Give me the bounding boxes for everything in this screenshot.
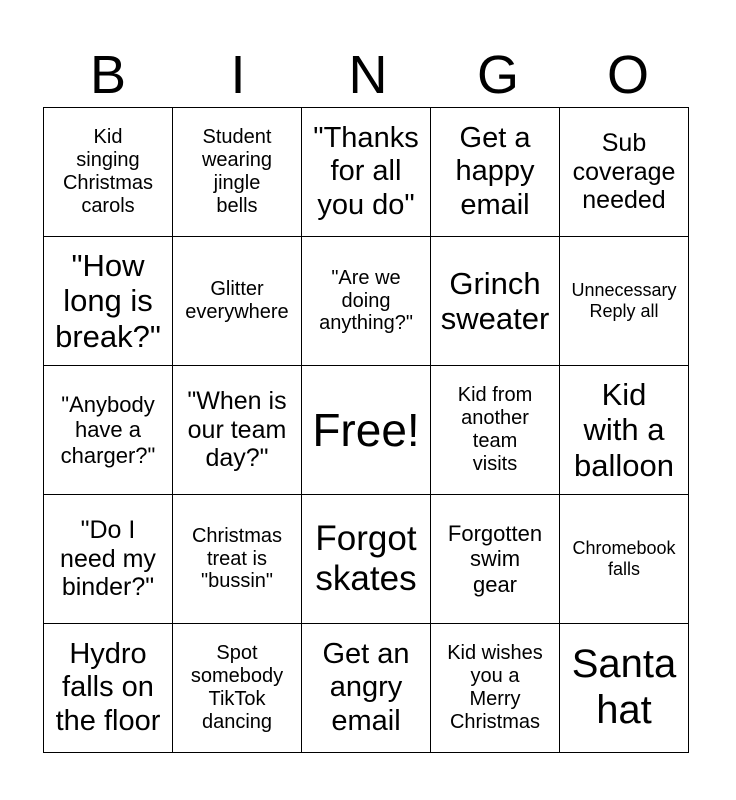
bingo-cell[interactable] <box>560 495 689 624</box>
bingo-cell[interactable] <box>560 624 689 753</box>
bingo-cell[interactable] <box>560 108 689 237</box>
cell-text: "Do I need my binder?" <box>60 516 156 602</box>
header-letter-i: I <box>230 45 246 105</box>
bingo-cell[interactable] <box>560 366 689 495</box>
cell-text: "When is our team day?" <box>187 387 287 473</box>
header-letter-b: B <box>89 45 127 105</box>
header-letter-g: G <box>476 45 519 105</box>
cell-text: Sub coverage needed <box>572 129 676 215</box>
cell-text: Forgot skates <box>315 519 417 598</box>
bingo-cell[interactable] <box>560 237 689 366</box>
cell-text: Spot somebody TikTok dancing <box>190 642 284 733</box>
bingo-cell[interactable] <box>44 108 173 237</box>
bingo-cell[interactable] <box>173 495 302 624</box>
bingo-cell[interactable] <box>44 624 173 753</box>
cell-text: Christmas treat is "bussin" <box>191 524 282 593</box>
header-letter-o: O <box>606 45 649 105</box>
cell-text: Santa hat <box>571 642 677 732</box>
bingo-cell[interactable] <box>431 108 560 237</box>
cell-text: "How long is break?" <box>55 248 161 354</box>
bingo-header <box>43 46 693 104</box>
cell-text: "Are we doing anything?" <box>319 266 413 335</box>
bingo-cell[interactable] <box>302 624 431 753</box>
cell-text: Glitter everywhere <box>185 278 289 323</box>
bingo-card-grid <box>43 107 689 753</box>
bingo-cell[interactable] <box>431 624 560 753</box>
bingo-cell[interactable] <box>431 366 560 495</box>
bingo-cell[interactable] <box>44 495 173 624</box>
bingo-cell[interactable] <box>302 495 431 624</box>
bingo-cell[interactable] <box>173 624 302 753</box>
cell-text: Get an angry email <box>322 638 410 737</box>
cell-text: Chromebook falls <box>572 538 676 579</box>
bingo-cell[interactable] <box>173 237 302 366</box>
cell-text: Kid with a balloon <box>574 377 674 483</box>
header-letter-n: N <box>348 45 388 105</box>
bingo-cell[interactable] <box>431 495 560 624</box>
cell-text: Unnecessary Reply all <box>571 280 677 321</box>
bingo-cell[interactable] <box>431 237 560 366</box>
cell-text: Kid singing Christmas carols <box>62 126 153 217</box>
cell-text: Get a happy email <box>455 122 535 221</box>
bingo-cell[interactable] <box>302 237 431 366</box>
cell-text: Forgotten swim gear <box>447 521 543 597</box>
cell-text: "Thanks for all you do" <box>313 122 419 221</box>
bingo-cell[interactable] <box>44 237 173 366</box>
bingo-cell[interactable] <box>173 366 302 495</box>
cell-text: Free! <box>312 403 420 456</box>
cell-text: Grinch sweater <box>440 265 550 336</box>
cell-text: "Anybody have a charger?" <box>60 392 156 468</box>
cell-text: Hydro falls on the floor <box>55 638 161 737</box>
cell-text: Kid wishes you a Merry Christmas <box>447 642 543 733</box>
bingo-cell[interactable] <box>173 108 302 237</box>
cell-text: Kid from another team visits <box>457 384 533 475</box>
bingo-cell[interactable] <box>302 108 431 237</box>
bingo-cell[interactable] <box>44 366 173 495</box>
bingo-cell[interactable] <box>302 366 431 495</box>
cell-text: Student wearing jingle bells <box>201 126 273 217</box>
